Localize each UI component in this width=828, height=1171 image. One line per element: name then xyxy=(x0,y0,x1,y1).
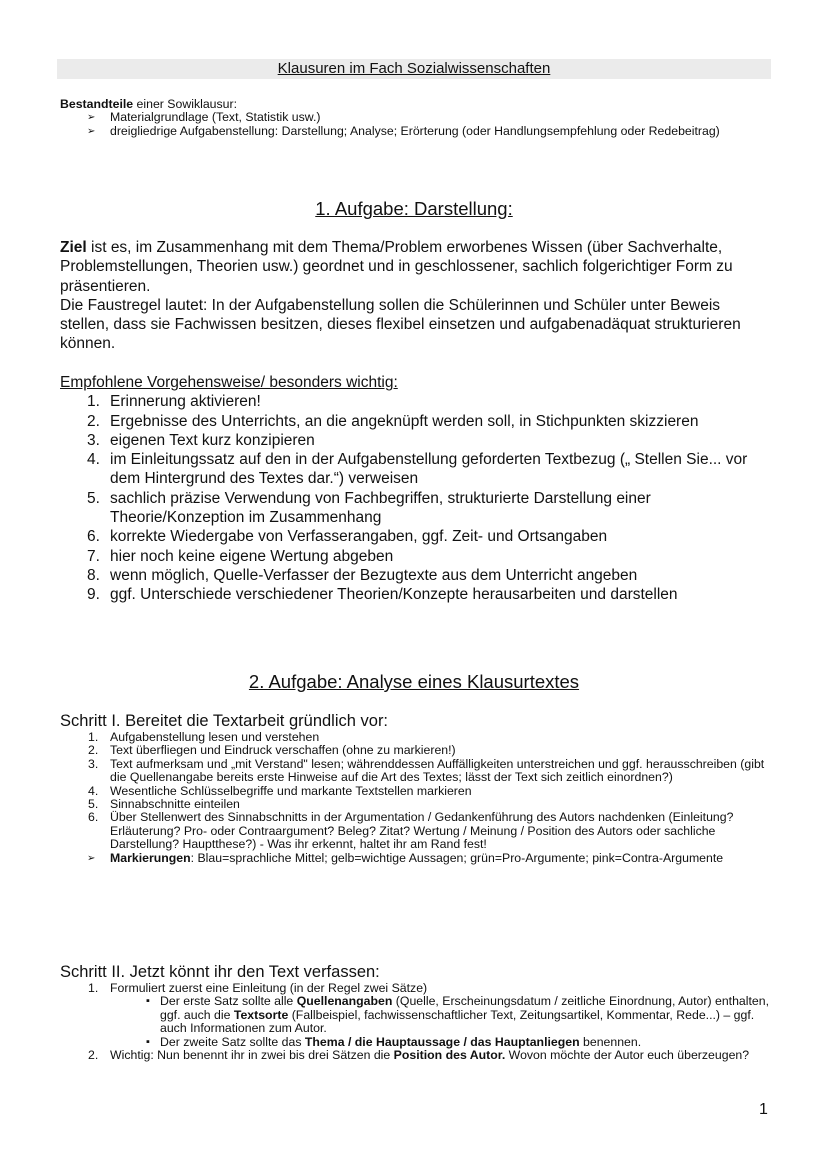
intro-label-rest: einer Sowiklausur: xyxy=(133,97,238,111)
marking-bullet-list xyxy=(60,852,772,865)
goal-text: ist es, im Zusammenhang mit dem Thema/Problem erworbenes Wissen (über Sachverhalte, Problemstellungen, Theorien usw.) geordnet und in geschlossener, sachlich folgerichtiger Form zu präsentieren. xyxy=(60,239,733,295)
list-item: 8. wenn möglich, Quelle-Verfasser der Bezugtexte aus dem Unterricht angeben xyxy=(87,566,638,584)
step1-list xyxy=(60,731,772,852)
list-item: 2. Wichtig: Nun benennt ihr in zwei bis drei Sätzen die Position des Autor. Wovon möchte der Autor euch überzeugen? xyxy=(88,1048,750,1063)
step2-sub-list xyxy=(60,995,772,1049)
list-item: 3. eigenen Text kurz konzipieren xyxy=(87,431,315,449)
document-title: Klausuren im Fach Sozialwissenschaften xyxy=(277,60,551,77)
step2-block xyxy=(60,962,772,1062)
list-item: 5. Sinnabschnitte einteilen xyxy=(88,797,240,812)
step1-title: Schritt I. Bereitet die Textarbeit gründlich vor: xyxy=(60,712,389,730)
list-item: 1. Aufgabenstellung lesen und verstehen xyxy=(88,730,320,744)
sub-list-item: ▪ Der erste Satz sollte alle Quellenangaben (Quelle, Erscheinungsdatum / zeitliche Einordnung, Autor) enthalten, ggf. auch die Textsorte (Fallbeispiel, fachwissenschaftlicher Text, Zeitungsartikel, Kommentar, Rede...) – ggf. auch Informationen zum Autor. xyxy=(60,995,772,1035)
list-item: 9. ggf. Unterschiede verschiedener Theorien/Konzepte herausarbeiten und darstellen xyxy=(87,586,678,604)
section1-goal-paragraph xyxy=(60,238,760,354)
section1-procedure xyxy=(60,373,760,605)
goal-bold: Ziel xyxy=(60,239,87,256)
list-item: 3. Text aufmerksam und „mit Verstand" lesen; währenddessen Auffälligkeiten unterstreichen und ggf. herausschreiben (gibt die Quellenangabe bereits erste Hinweise auf die Art des Textes; lässt der Text sich zeitlich einordnen?) xyxy=(88,756,765,785)
list-item: 5. sachlich präzise Verwendung von Fachbegriffen, strukturierte Darstellung einer Theorie/Konzeption im Zusammenhang xyxy=(87,489,651,527)
sub-list-item: ▪ Der zweite Satz sollte das Thema / die Hauptaussage / das Hauptanliegen benennen. xyxy=(60,1036,772,1049)
procedure-heading: Empfohlene Vorgehensweise/ besonders wichtig: xyxy=(60,374,398,391)
step2-title: Schritt II. Jetzt könnt ihr den Text verfassen: xyxy=(60,963,380,981)
intro-label-bold: Bestandteile xyxy=(60,97,134,111)
list-item: 6. Über Stellenwert des Sinnabschnitts in der Argumentation / Gedankenführung des Autors nachdenken (Einleitung? Erläuterung? Pro- oder Contraargument? Beleg? Zitat? Wertung / Meinung / Position des Autors oder sachliche Darstellung? Hauptthese?) - Was ihr erkennt, haltet ihr am Rand fest! xyxy=(88,810,734,852)
marking-bullet-item: ➢ Markierungen: Blau=sprachliche Mittel; gelb=wichtige Aussagen; grün=Pro-Argumente; pink=Contra-Argumente xyxy=(60,852,772,865)
list-item: 2. Ergebnisse des Unterrichts, an die angeknüpft werden soll, in Stichpunkten skizzieren xyxy=(87,412,699,430)
list-item: 1. Formuliert zuerst eine Einleitung (in der Regel zwei Sätze) xyxy=(88,981,428,995)
step1-block xyxy=(60,711,772,865)
intro-label xyxy=(60,98,772,111)
intro-bullet-item: ➢ Materialgrundlage (Text, Statistik usw.) xyxy=(60,111,772,124)
list-item: 4. im Einleitungssatz auf den in der Aufgabenstellung geforderten Textbezug („ Stellen Sie... vor dem Hintergrund des Textes dar.“) verweisen xyxy=(87,451,748,488)
section2-heading: 2. Aufgabe: Analyse eines Klausurtextes xyxy=(248,671,580,692)
intro-bullet-item: ➢ dreigliedrige Aufgabenstellung: Darstellung; Analyse; Erörterung (oder Handlungsempfehlung oder Redebeitrag) xyxy=(60,125,772,138)
list-item: 2. Text überfliegen und Eindruck verschaffen (ohne zu markieren!) xyxy=(88,743,456,758)
list-item: 4. Wesentliche Schlüsselbegriffe und markante Textstellen markieren xyxy=(88,783,472,798)
document-title-bar xyxy=(57,59,771,79)
intro-bullet-list xyxy=(60,111,772,138)
step2-list xyxy=(60,982,772,995)
list-item: 1. Erinnerung aktivieren! xyxy=(87,393,261,411)
rule-text: Die Faustregel lautet: In der Aufgabenstellung sollen die Schülerinnen und Schüler unter Beweis stellen, dass sie Fachwissen besitzen, dieses flexibel einsetzen und aufgabenadäquat strukturieren können. xyxy=(60,296,741,353)
step2-list-cont xyxy=(60,1049,772,1062)
procedure-list xyxy=(60,392,760,604)
intro-block xyxy=(60,98,772,138)
list-item: 7. hier noch keine eigene Wertung abgeben xyxy=(87,547,394,565)
page-number: 1 xyxy=(759,1101,768,1118)
list-item: 6. korrekte Wiedergabe von Verfasserangaben, ggf. Zeit- und Ortsangaben xyxy=(87,528,608,546)
section1-heading: 1. Aufgabe: Darstellung: xyxy=(315,198,513,219)
